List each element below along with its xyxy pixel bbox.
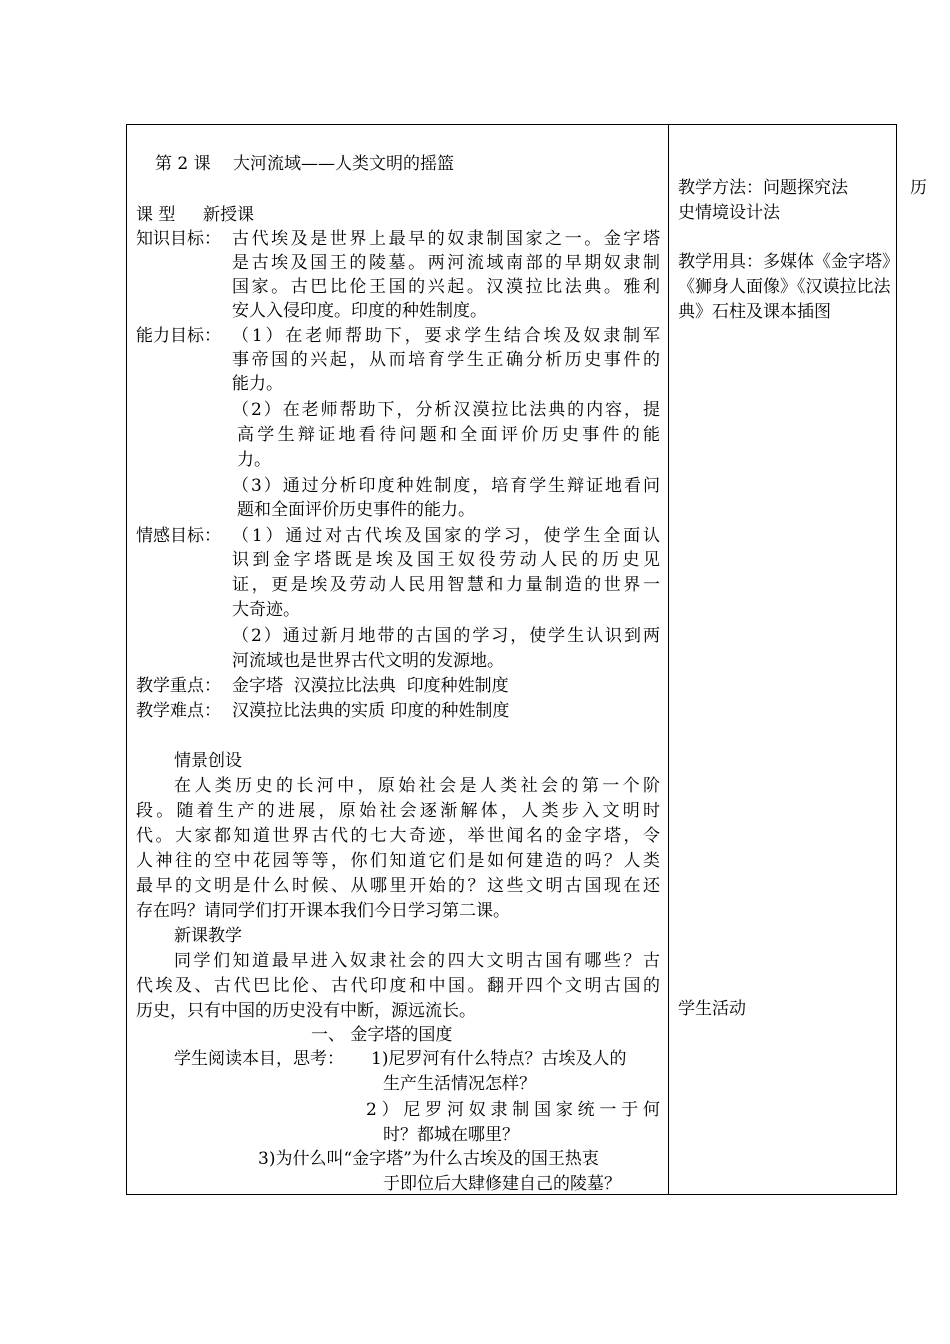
ability-item-line: （1）在老师帮助下，要求学生结合埃及奴隶制军 [232,326,660,346]
ability-item-line: 题和全面评价历史事件的能力。 [237,500,475,520]
ability-item-line: 事帝国的兴起，从而培育学生正确分析历史事件的 [232,350,660,370]
scenario-line: 人神往的空中花园等等，你们知道它们是如何建造的吗？人类 [136,851,660,871]
ability-item-line: 高学生辩证地看待问题和全面评价历史事件的能 [237,425,660,445]
question-1-line: 1)尼罗河有什么特点？古埃及人的 [371,1049,627,1069]
column-divider [668,124,669,1195]
new-lesson-line: 历史，只有中国的历史没有中断，源远流长。 [136,1001,476,1021]
teaching-tools-line: 《狮身人面像》《汉谟拉比法 [678,277,891,297]
question-3-line: 于即位后大肆修建自己的陵墓？ [383,1174,621,1194]
emotion-item-line: 大奇迹。 [232,600,300,620]
question-3-line: 3)为什么叫“金字塔”为什么古埃及的国王热衷 [258,1149,599,1169]
ability-item-line: （3）通过分析印度种姓制度，培育学生辩证地看问 [232,476,660,496]
difficulty-label: 教学难点： [136,701,221,721]
new-lesson-line: 同学们知道最早进入奴隶社会的四大文明古国有哪些？古 [174,951,660,971]
section-heading: 一、 金字塔的国度 [311,1025,453,1045]
ability-item-line: （2）在老师帮助下，分析汉漠拉比法典的内容，提 [232,400,660,420]
ability-label: 能力目标： [136,326,221,346]
knowledge-line: 安人入侵印度。印度的种姓制度。 [232,301,487,321]
ability-item-line: 力。 [237,450,271,470]
course-type-value: 新授课 [203,205,254,225]
question-2-line: 时？都城在哪里？ [383,1125,519,1145]
teaching-method: 教学方法：问题探究法 [678,178,848,198]
scenario-line: 段。随着生产的进展，原始社会逐渐解体，人类步入文明时 [136,801,660,821]
ability-item-line: 能力。 [232,374,283,394]
scenario-heading: 情景创设 [174,751,242,771]
reading-prompt: 学生阅读本目，思考： [174,1049,344,1069]
scenario-line: 存在吗？请同学们打开课本我们今日学习第二课。 [136,901,510,921]
scenario-line: 最早的文明是什么时候、从哪里开始的？这些文明古国现在还 [136,876,660,896]
scenario-line: 在人类历史的长河中，原始社会是人类社会的第一个阶 [174,776,660,796]
key-point-value: 金字塔 汉漠拉比法典 印度种姓制度 [232,676,509,696]
teaching-tools-line: 典》石柱及课本插图 [678,302,831,322]
emotion-item-line: （1）通过对古代埃及国家的学习，使学生全面认 [232,526,660,546]
new-lesson-line: 代埃及、古代巴比伦、古代印度和中国。翻开四个文明古国的 [136,976,660,996]
lesson-title: 第 2 课 大河流域——人类文明的摇篮 [155,154,455,174]
knowledge-line: 国家。古巴比伦王国的兴起。汉漠拉比法典。雅利 [232,277,660,297]
teaching-method-cont: 史情境设计法 [678,203,780,223]
key-point-label: 教学重点： [136,676,221,696]
scenario-line: 代。大家都知道世界古代的七大奇迹，举世闻名的金字塔，令 [136,826,660,846]
knowledge-line: 是古埃及国王的陵墓。两河流域南部的早期奴隶制 [232,253,660,273]
student-activity: 学生活动 [678,999,746,1019]
teaching-tools-line: 教学用具：多媒体《金字塔》 [678,252,899,272]
difficulty-value: 汉漠拉比法典的实质 印度的种姓制度 [232,701,510,721]
knowledge-line: 古代埃及是世界上最早的奴隶制国家之一。金字塔 [232,229,660,249]
teaching-method-tail: 历 [910,178,927,198]
question-2-line: 2）尼罗河奴隶制国家统一于何 [366,1100,660,1120]
emotion-label: 情感目标： [136,526,221,546]
emotion-item-line: 识到金字塔既是埃及国王奴役劳动人民的历史见 [232,550,660,570]
knowledge-label: 知识目标： [136,229,221,249]
emotion-item-line: 证，更是埃及劳动人民用智慧和力量制造的世界一 [232,575,660,595]
question-1-line: 生产生活情况怎样？ [383,1074,536,1094]
course-type-label: 课 型 [136,205,176,225]
emotion-item-line: 河流域也是世界古代文明的发源地。 [232,651,504,671]
new-lesson-heading: 新课教学 [174,926,242,946]
emotion-item-line: （2）通过新月地带的古国的学习，使学生认识到两 [232,626,660,646]
